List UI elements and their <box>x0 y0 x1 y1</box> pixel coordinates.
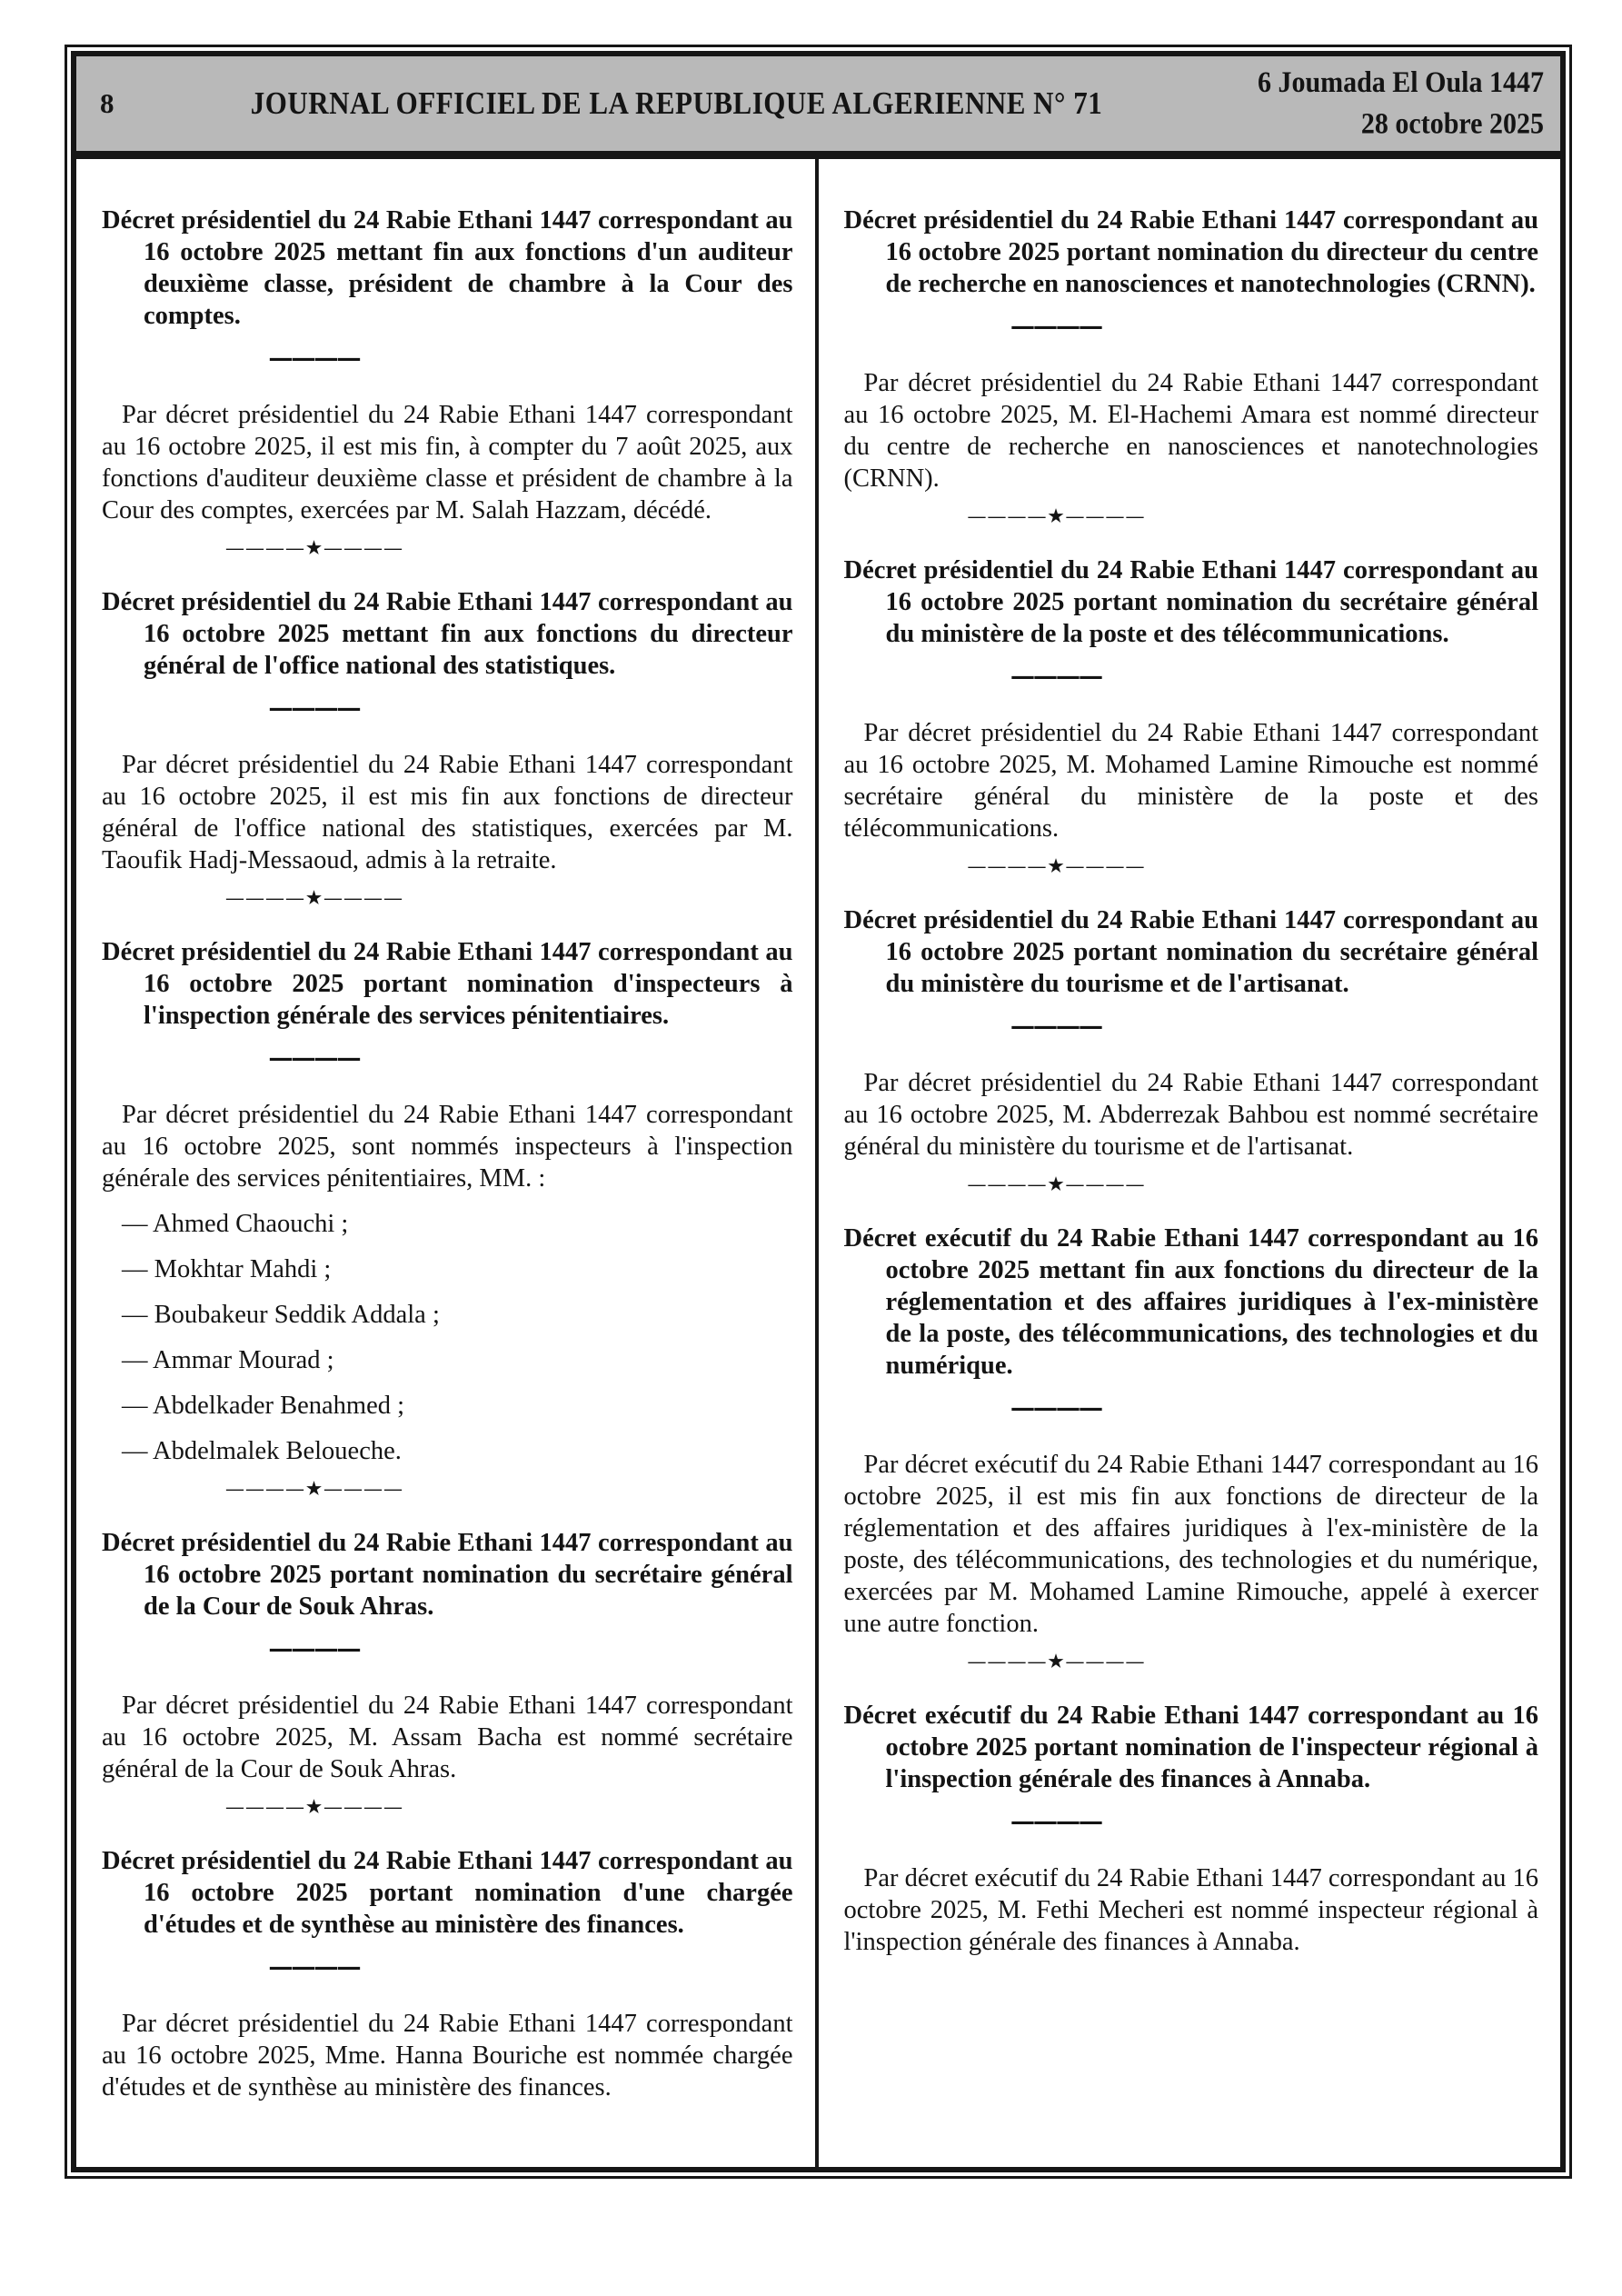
separator-zone <box>844 1640 1271 1700</box>
separator-zone <box>844 844 1271 904</box>
date-hijri: 6 Joumada El Oula 1447 <box>1257 65 1544 99</box>
dash-separator: ———— <box>1011 1383 1103 1430</box>
list-item: — Ammar Mourad ; <box>122 1346 334 1374</box>
list-item: — Ahmed Chaouchi ; <box>122 1210 349 1238</box>
dash-separator: ———— <box>1011 1002 1103 1048</box>
decree-body: Par décret présidentiel du 24 Rabie Ethani 1447 correspondant au 16 octobre 2025, M. El-Hachemi Amara est nommé directeur du centre de recherche en nanosciences et nanotechnologies (CRNN). <box>843 369 1538 493</box>
dash-separator: ———— <box>1011 302 1103 348</box>
dash-separator: ———— <box>270 1033 361 1080</box>
separator-zone <box>844 1382 1271 1449</box>
star-separator: ————★———— <box>225 1798 405 1817</box>
star-separator: ————★———— <box>225 889 405 908</box>
dash-separator: ———— <box>270 1624 361 1671</box>
list-item: — Mokhtar Mahdi ; <box>122 1255 332 1283</box>
decree-body: Par décret présidentiel du 24 Rabie Ethani 1447 correspondant au 16 octobre 2025, il est mis fin, à compter du 7 août 2025, aux fonctions d'auditeur deuxième classe et président de chambre à la Cour des comptes, exercées par M. Salah Hazzam, décédé. <box>102 401 793 524</box>
star-separator: ————★———— <box>968 507 1147 526</box>
journal-title: JOURNAL OFFICIEL DE LA REPUBLIQUE ALGERIENNE N° 71 <box>250 85 1103 122</box>
separator-zone <box>844 494 1271 554</box>
decree-title: Décret présidentiel du 24 Rabie Ethani 1447 correspondant au 16 octobre 2025 portant nomination du secrétaire général du ministère du tourisme et de l'artisanat. <box>843 906 1538 998</box>
separator-zone <box>844 1163 1271 1223</box>
decree-body: Par décret présidentiel du 24 Rabie Ethani 1447 correspondant au 16 octobre 2025, Mme. Hanna Bouriche est nommée chargée d'études et de synthèse au ministère des finances. <box>102 2010 793 2101</box>
decree-body: Par décret exécutif du 24 Rabie Ethani 1447 correspondant au 16 octobre 2025, il est mis fin aux fonctions de directeur de la réglementation et des affaires juridiques à l'ex-ministère de la poste, des télécommunications, des technologies et du numérique, exercées par M. Mohamed Lamine Rimouche, appelé à exercer une autre fonction. <box>843 1451 1538 1638</box>
separator-zone <box>102 682 529 749</box>
star-separator: ————★———— <box>225 539 405 558</box>
dash-separator: ———— <box>1011 652 1103 698</box>
separator-zone <box>102 1785 529 1845</box>
decree-body: Par décret présidentiel du 24 Rabie Ethani 1447 correspondant au 16 octobre 2025, M. Assam Bacha est nommé secrétaire général de la Cour de Souk Ahras. <box>102 1692 793 1783</box>
dash-separator: ———— <box>270 1942 361 1989</box>
column-left <box>76 159 819 2167</box>
decree-title: Décret exécutif du 24 Rabie Ethani 1447 correspondant au 16 octobre 2025 mettant fin aux fonctions du directeur de la réglementation et des affaires juridiques à l'ex-ministère de la poste, des télécommunications, des technologies et du numérique. <box>843 1224 1538 1380</box>
separator-zone <box>844 650 1271 717</box>
separator-zone <box>844 1795 1271 1862</box>
decree-title: Décret présidentiel du 24 Rabie Ethani 1447 correspondant au 16 octobre 2025 portant nomination du secrétaire général du ministère de la poste et des télécommunications. <box>843 556 1538 648</box>
separator-zone <box>844 1000 1271 1067</box>
decree-body: Par décret présidentiel du 24 Rabie Ethani 1447 correspondant au 16 octobre 2025, M. Abderrezak Bahbou est nommé secrétaire général du ministère du tourisme et de l'artisanat. <box>843 1069 1538 1161</box>
decree-title: Décret présidentiel du 24 Rabie Ethani 1447 correspondant au 16 octobre 2025 portant nomination du secrétaire général de la Cour de Souk Ahras. <box>102 1529 793 1621</box>
decree-title: Décret exécutif du 24 Rabie Ethani 1447 correspondant au 16 octobre 2025 portant nomination de l'inspecteur régional à l'inspection générale des finances à Annaba. <box>843 1702 1538 1793</box>
separator-zone <box>102 1467 529 1527</box>
star-separator: ————★———— <box>968 1175 1147 1194</box>
separator-zone <box>102 526 529 586</box>
journal-header <box>76 56 1560 159</box>
page-number: 8 <box>100 87 114 119</box>
column-right <box>819 159 1561 2167</box>
dash-separator: ———— <box>1011 1797 1103 1843</box>
star-separator: ————★———— <box>968 857 1147 876</box>
separator-zone <box>102 1622 529 1690</box>
star-separator: ————★———— <box>225 1480 405 1499</box>
separator-zone <box>102 332 529 399</box>
list-item: — Boubakeur Seddik Addala ; <box>122 1301 440 1329</box>
separator-zone <box>102 876 529 936</box>
decree-title: Décret présidentiel du 24 Rabie Ethani 1447 correspondant au 16 octobre 2025 mettant fin aux fonctions d'un auditeur deuxième classe, président de chambre à la Cour des comptes. <box>102 206 793 330</box>
page-frame <box>71 51 1566 2172</box>
date-gregorian: 28 octobre 2025 <box>1360 107 1544 140</box>
dash-separator: ———— <box>270 334 361 380</box>
decree-title: Décret présidentiel du 24 Rabie Ethani 1447 correspondant au 16 octobre 2025 portant nomination d'inspecteurs à l'inspection générale des services pénitentiaires. <box>102 938 793 1030</box>
decree-body: Par décret présidentiel du 24 Rabie Ethani 1447 correspondant au 16 octobre 2025, M. Mohamed Lamine Rimouche est nommé secrétaire général du ministère de la poste et des télécommunications. <box>843 719 1538 843</box>
dash-separator: ———— <box>270 684 361 730</box>
separator-zone <box>844 300 1271 367</box>
list-item: — Abdelmalek Beloueche. <box>122 1437 402 1465</box>
decree-title: Décret présidentiel du 24 Rabie Ethani 1447 correspondant au 16 octobre 2025 portant nomination du directeur du centre de recherche en nanosciences et nanotechnologies (CRNN). <box>843 206 1538 298</box>
decree-title: Décret présidentiel du 24 Rabie Ethani 1447 correspondant au 16 octobre 2025 mettant fin aux fonctions du directeur général de l'office national des statistiques. <box>102 588 793 680</box>
issue-dates <box>1117 63 1560 145</box>
separator-zone <box>102 1941 529 2008</box>
list-item: — Abdelkader Benahmed ; <box>122 1392 405 1420</box>
decree-body: Par décret présidentiel du 24 Rabie Ethani 1447 correspondant au 16 octobre 2025, il est mis fin aux fonctions de directeur général de l'office national des statistiques, exercées par M. Taoufik Hadj-Messaoud, admis à la retraite. <box>102 751 793 874</box>
decree-body: Par décret exécutif du 24 Rabie Ethani 1447 correspondant au 16 octobre 2025, M. Fethi Mecheri est nommé inspecteur régional à l'inspection générale des finances à Annaba. <box>843 1864 1538 1956</box>
separator-zone <box>102 1032 529 1099</box>
star-separator: ————★———— <box>968 1652 1147 1672</box>
decree-title: Décret présidentiel du 24 Rabie Ethani 1447 correspondant au 16 octobre 2025 portant nomination d'une chargée d'études et de synthèse au ministère des finances. <box>102 1847 793 1939</box>
page-content <box>76 159 1560 2167</box>
decree-body: Par décret présidentiel du 24 Rabie Ethani 1447 correspondant au 16 octobre 2025, sont nommés inspecteurs à l'inspection générale des services pénitentiaires, MM. : <box>102 1101 793 1193</box>
